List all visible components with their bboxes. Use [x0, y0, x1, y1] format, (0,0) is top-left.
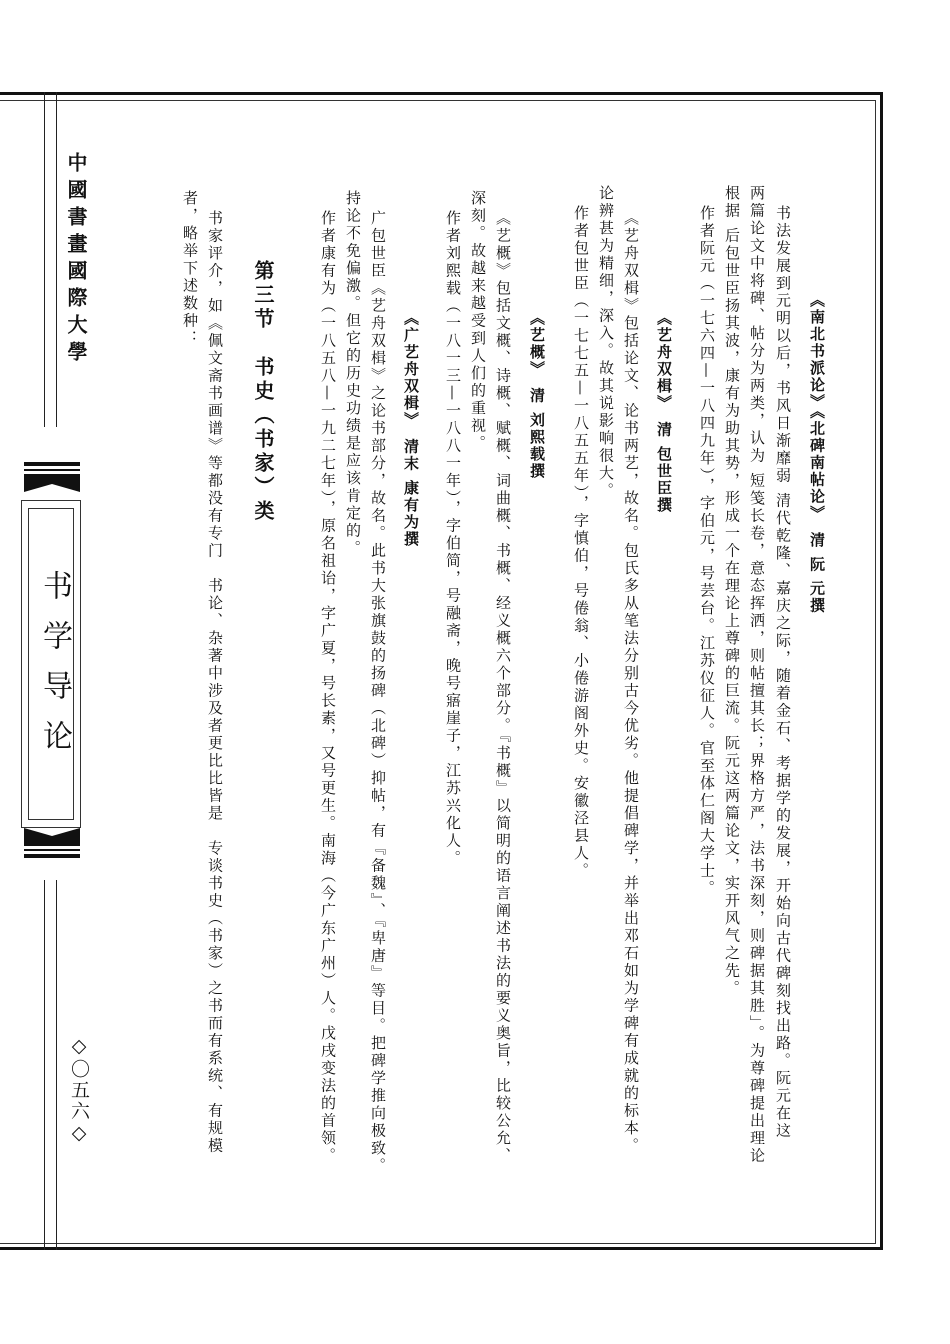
heading-guang-yizhou-shuangji: 《广艺舟双楫》 清末 康有为撰: [402, 310, 420, 548]
text-column: 广包世臣《艺舟双楫》之论书部分，故名。此书大张旗鼓的扬碑（北碑）抑帖，有『备魏』、『卑唐』等目。把碑学推向极致。: [369, 210, 387, 1175]
text-column: 作者包世臣（一七七五—一八五五年），字慎伯，号倦翁、小倦游阁外史。安徽泾县人。: [572, 205, 590, 880]
page-border-inner: [0, 100, 876, 1244]
text-column: 根据 后包世臣扬其波，康有为助其势，形成一个在理论上尊碑的巨流。阮元这两篇论文，实开风气之先。: [723, 185, 741, 998]
spine-line-top-left: [44, 92, 45, 427]
text-column: 作者阮元（一七六四—一八四九年），字伯元，号芸台。江苏仪征人。官至体仁阁大学士。: [698, 205, 716, 898]
text-column: 两篇论文中将碑、帖分为两类，认为 短笺长卷，意态挥洒，则帖擅其长；界格方严，法书深刻，则碑据其胜」。为尊碑提出理论: [748, 185, 766, 1165]
text-column: 论辨甚为精细，深入。故其说影响很大。: [597, 185, 615, 500]
text-column: 持论不免偏激。但它的历史功绩是应该肯定的。: [344, 190, 362, 558]
text-column: 作者刘熙载（一八一三—一八八一年），字伯简，号融斋，晚号寤崖子，江苏兴化人。: [444, 210, 462, 868]
spine-line-bottom-left: [44, 880, 45, 1250]
section-heading: 第三节 书史（书家）类: [251, 260, 275, 524]
text-column: 深刻。故越来越受到人们的重视。: [469, 190, 487, 453]
page-number: ◇〇五六◇: [68, 1035, 90, 1146]
heading-nanbei-shupai: 《南北书派论》《北碑南帖论》 清 阮 元撰: [808, 292, 826, 615]
scroll-bottom-ornament: [24, 822, 80, 858]
text-column: 《艺舟双楫》包括论文、论书两艺，故名。包氏多从笔法分别古今优劣。他提倡碑学，并举出邓石如为学碑有成就的标本。: [622, 210, 640, 1155]
text-column: 者，略举下述数种：: [181, 190, 199, 348]
text-column: 《艺概》包括文概、诗概、赋概、词曲概、书概、经义概六个部分。『书概』以简明的语言阐述书法的要义奥旨，比较公允、: [494, 210, 512, 1165]
text-column: 作者康有为（一八五八—一九二七年），原名祖诒，字广夏，号长素，又号更生。南海（今广东广州）人。戊戌变法的首领。: [319, 210, 337, 1165]
spine-line-bottom-right: [56, 880, 57, 1250]
scroll-top-ornament: [24, 462, 80, 498]
book-title: 书学导论: [37, 570, 72, 770]
text-column: 书家评介，如《佩文斋书画谱》等都没有专门 书论、杂著中涉及者更比比皆是 专谈书史（书家）之书而有系统、有规模: [206, 210, 224, 1155]
heading-yizhou-shuangji: 《艺舟双楫》 清 包世臣撰: [655, 310, 673, 514]
text-column: 书法发展到元明以后，书风日渐靡弱 清代乾隆、嘉庆之际，随着金石、考据学的发展，开始向古代碑刻找出路。阮元在这: [774, 205, 792, 1140]
brand-title: 中國書畫國際大學: [64, 152, 88, 368]
heading-yigai: 《艺概》 清 刘熙载撰: [528, 310, 546, 480]
spine-line-top-right: [56, 92, 57, 427]
